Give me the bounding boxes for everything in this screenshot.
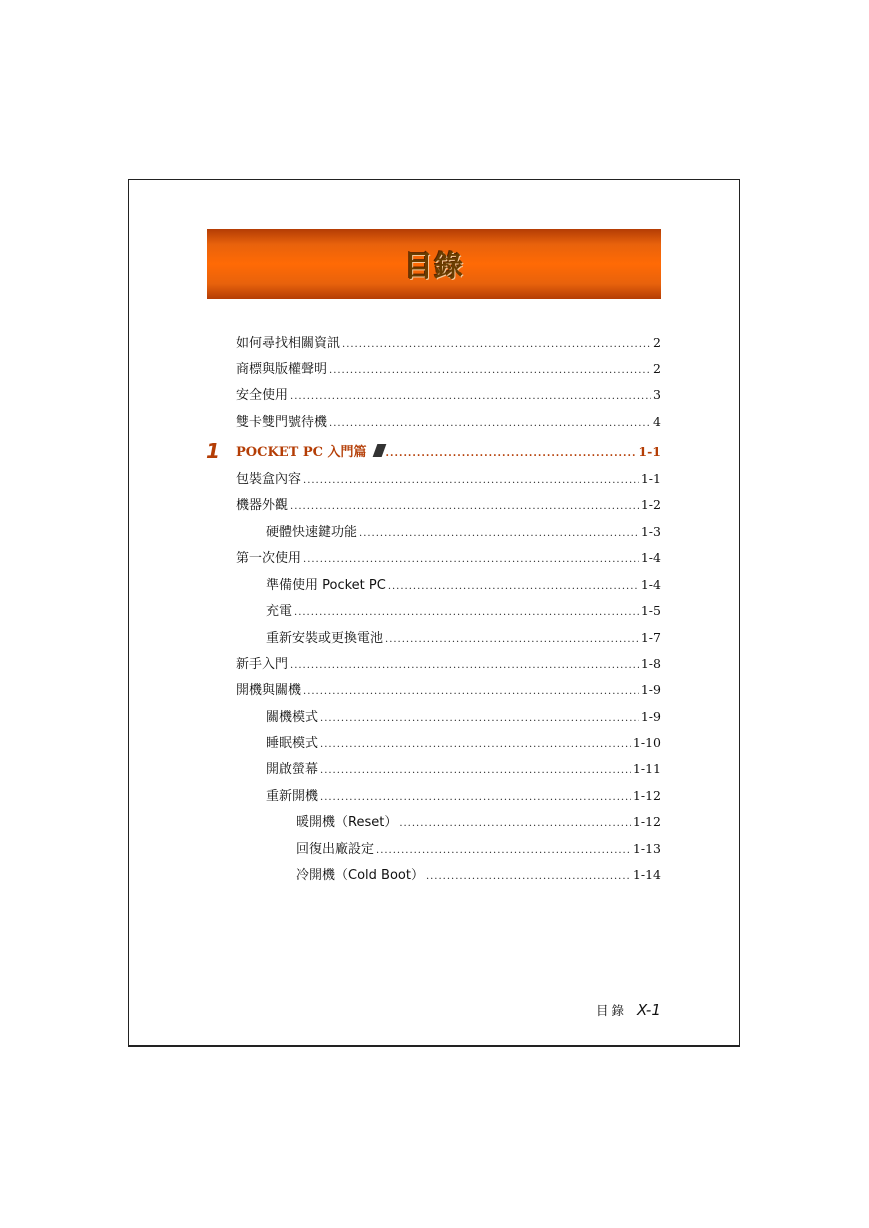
toc-entry[interactable]	[236, 680, 661, 700]
toc-entry-label: 第一次使用	[236, 551, 302, 566]
toc-entry[interactable]	[236, 865, 661, 885]
toc-entry[interactable]	[236, 575, 661, 595]
dot-leader	[329, 361, 651, 381]
dot-leader	[290, 387, 651, 407]
dot-leader	[320, 788, 631, 808]
chapter-title: POCKET PC 入門篇	[236, 445, 367, 460]
dot-leader	[385, 630, 639, 650]
toc-entry-page: 1-11	[632, 761, 661, 776]
toc-entry-page: 1-4	[640, 550, 661, 565]
toc-entry-label: 如何尋找相關資訊	[236, 336, 341, 351]
toc-entry-label: 商標與版權聲明	[236, 362, 328, 377]
toc-entry[interactable]	[236, 522, 661, 542]
toc-entry-page: 1-4	[640, 577, 661, 592]
toc-entry[interactable]	[236, 601, 661, 621]
toc-entry[interactable]	[236, 495, 661, 515]
toc-entry-label: 睡眠模式	[266, 736, 319, 751]
toc-entry-label: 安全使用	[236, 388, 289, 403]
toc-entry-label: 包裝盒內容	[236, 472, 302, 487]
dot-leader	[359, 524, 639, 544]
toc-entry-page: 2	[653, 361, 661, 376]
dot-leader	[342, 335, 651, 355]
dot-leader	[290, 497, 639, 517]
toc-entry-page: 1-13	[632, 841, 661, 856]
toc-entry-label: 重新開機	[266, 789, 319, 804]
toc-entry[interactable]	[236, 385, 661, 405]
dot-leader	[303, 682, 639, 702]
page-title: 目錄	[403, 248, 464, 283]
toc-entry-page: 1-10	[632, 735, 661, 750]
toc-entry-label: 硬體快速鍵功能	[266, 525, 358, 540]
toc-entry-page: 1-1	[638, 444, 661, 459]
toc-entry-page: 1-1	[640, 471, 661, 486]
dot-leader	[320, 761, 631, 781]
toc-entry-page: 1-12	[632, 814, 661, 829]
dot-leader	[303, 471, 639, 491]
toc-entry[interactable]	[236, 628, 661, 648]
toc-entry-page: 1-8	[640, 656, 661, 671]
toc-entry[interactable]	[236, 654, 661, 674]
dot-leader	[399, 814, 631, 834]
toc-entry-page: 1-9	[640, 682, 661, 697]
dot-leader	[320, 709, 639, 729]
dot-leader	[376, 841, 631, 861]
toc-entry-label: 準備使用 Pocket PC	[266, 578, 386, 593]
toc-entry-page: 4	[653, 414, 661, 429]
toc-entry-page: 1-3	[640, 524, 661, 539]
toc-entry-page: 1-12	[632, 788, 661, 803]
dot-leader	[388, 577, 639, 597]
toc-entry-label: 重新安裝或更換電池	[266, 631, 384, 646]
toc-entry-label: 新手入門	[236, 657, 289, 672]
toc-chapter-label	[236, 443, 384, 463]
toc-entry[interactable]	[236, 412, 661, 432]
title-banner	[207, 229, 661, 299]
toc-chapter-entry[interactable]	[206, 439, 661, 463]
toc-entry-page: 1-14	[632, 867, 661, 882]
toc-entry[interactable]	[236, 839, 661, 859]
page-footer	[596, 1001, 661, 1019]
dot-leader	[426, 867, 631, 887]
dot-leader	[294, 603, 639, 623]
toc-entry-label: 充電	[266, 604, 293, 619]
toc-entry-label: 雙卡雙門號待機	[236, 415, 328, 430]
toc-entry-label: 冷開機（Cold Boot）	[296, 868, 424, 883]
toc-entry[interactable]	[236, 812, 661, 832]
chapter-number: 1	[206, 439, 220, 463]
chapter-marker-icon	[372, 444, 386, 457]
toc-entry-page: 3	[653, 387, 661, 402]
toc-entry-page: 1-5	[640, 603, 661, 618]
toc-entry[interactable]	[236, 469, 661, 489]
toc-entry-label: 暖開機（Reset）	[296, 815, 398, 830]
toc-entry-page: 2	[653, 335, 661, 350]
dot-leader	[303, 550, 639, 570]
toc-entry[interactable]	[236, 759, 661, 779]
toc-entry-label: 機器外觀	[236, 498, 289, 513]
toc-entry-page: 1-9	[640, 709, 661, 724]
dot-leader	[329, 414, 651, 434]
toc-entry-page: 1-2	[640, 497, 661, 512]
toc-entry[interactable]	[236, 548, 661, 568]
toc-entry-label: 關機模式	[266, 710, 319, 725]
toc-entry[interactable]	[236, 733, 661, 753]
toc-entry[interactable]	[236, 359, 661, 379]
toc-entry-label: 開機與關機	[236, 683, 302, 698]
toc-entry[interactable]	[236, 707, 661, 727]
dot-leader	[290, 656, 639, 676]
toc-entry-label: 開啟螢幕	[266, 762, 319, 777]
footer-page-number: X-1	[637, 1001, 661, 1019]
toc-entry[interactable]	[236, 786, 661, 806]
footer-section-label: 目錄	[596, 1003, 628, 1018]
dot-leader	[320, 735, 631, 755]
toc-entry-page: 1-7	[640, 630, 661, 645]
toc-entry[interactable]	[236, 333, 661, 353]
toc-entry-label: 回復出廠設定	[296, 842, 375, 857]
dot-leader	[386, 444, 637, 464]
